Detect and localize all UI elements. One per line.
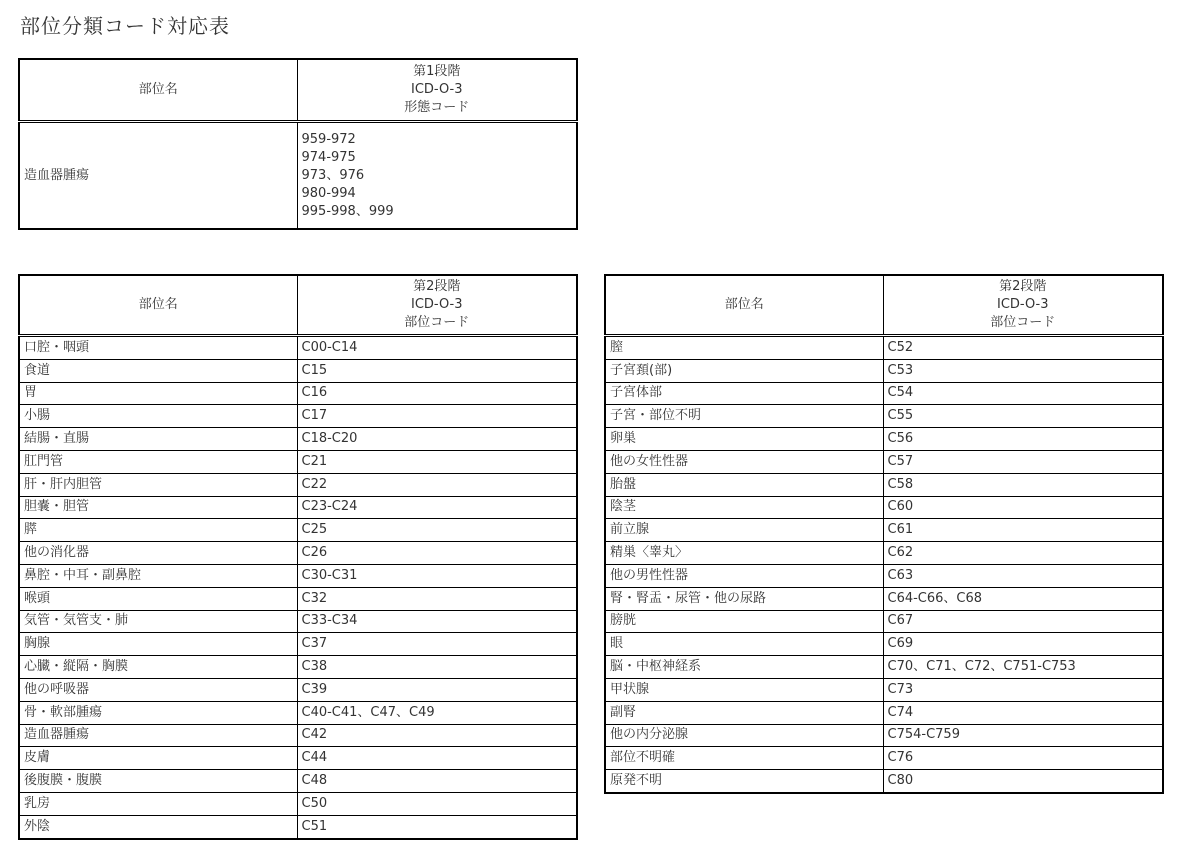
table-row — [19, 496, 577, 519]
site-name-cell: 子宮・部位不明 — [605, 405, 883, 428]
site-name-cell: 喉頭 — [19, 587, 297, 610]
table-row — [19, 542, 577, 565]
stage2-site-table-right — [604, 274, 1164, 794]
site-code-cell: C62 — [883, 542, 1163, 565]
site-code-cell: C73 — [883, 678, 1163, 701]
code-header-line: 第2段階 — [999, 279, 1047, 294]
table-row — [19, 656, 577, 679]
table-row — [19, 724, 577, 747]
site-code-cell: C26 — [297, 542, 577, 565]
site-name-cell: 食道 — [19, 359, 297, 382]
site-name-cell: 他の呼吸器 — [19, 678, 297, 701]
site-code-cell: C51 — [297, 815, 577, 838]
site-code-cell: C67 — [883, 610, 1163, 633]
table-row — [19, 770, 577, 793]
table-header-row — [19, 275, 577, 336]
site-name-cell: 膣 — [605, 336, 883, 360]
table-row — [19, 587, 577, 610]
site-name-header: 部位名 — [19, 275, 297, 336]
morphology-code: 959-972 — [301, 131, 356, 147]
site-name-cell: 眼 — [605, 633, 883, 656]
site-code-cell: C25 — [297, 519, 577, 542]
table-row — [19, 633, 577, 656]
code-header-line: 形態コード — [404, 100, 470, 115]
code-header-line: 第1段階 — [413, 64, 461, 79]
site-name-cell: 陰茎 — [605, 496, 883, 519]
site-code-cell: C18-C20 — [297, 428, 577, 451]
table-row — [19, 450, 577, 473]
morphology-code: 980-994 — [301, 185, 356, 201]
site-name-cell: 子宮頚(部) — [605, 359, 883, 382]
site-name-cell: 部位不明確 — [605, 747, 883, 770]
site-name-cell: 後腹膜・腹膜 — [19, 770, 297, 793]
site-name-cell: 子宮体部 — [605, 382, 883, 405]
site-name-cell: 胸腺 — [19, 633, 297, 656]
table-row — [605, 405, 1163, 428]
site-name-cell: 外陰 — [19, 815, 297, 838]
code-header — [883, 275, 1163, 336]
table-row — [19, 678, 577, 701]
site-name-cell: 他の男性性器 — [605, 564, 883, 587]
site-name-cell: 肛門管 — [19, 450, 297, 473]
code-header — [297, 59, 577, 122]
site-name-cell: 他の内分泌腺 — [605, 724, 883, 747]
site-code-cell: C76 — [883, 747, 1163, 770]
code-header-line: ICD-O-3 — [410, 82, 463, 97]
site-name-cell: 前立腺 — [605, 519, 883, 542]
site-name-cell: 原発不明 — [605, 770, 883, 793]
table-row — [19, 701, 577, 724]
site-name-cell: 小腸 — [19, 405, 297, 428]
morphology-code: 974-975 — [301, 149, 356, 165]
site-code-cell: C63 — [883, 564, 1163, 587]
site-name-cell: 乳房 — [19, 792, 297, 815]
site-name-cell: 心臓・縦隔・胸膜 — [19, 656, 297, 679]
site-code-cell: C21 — [297, 450, 577, 473]
site-code-cell: C39 — [297, 678, 577, 701]
site-name-cell: 甲状腺 — [605, 678, 883, 701]
site-code-cell: C53 — [883, 359, 1163, 382]
table-row — [19, 792, 577, 815]
code-header-line: 部位コード — [404, 315, 470, 330]
site-name-cell: 膀胱 — [605, 610, 883, 633]
site-code-cell: C40-C41、C47、C49 — [297, 701, 577, 724]
site-name-cell: 皮膚 — [19, 747, 297, 770]
code-header — [297, 275, 577, 336]
site-name-cell: 口腔・咽頭 — [19, 336, 297, 360]
morphology-code: 973、976 — [301, 167, 365, 183]
table-row — [605, 678, 1163, 701]
code-header-line: ICD-O-3 — [410, 297, 463, 312]
code-header-line: 部位コード — [990, 315, 1056, 330]
table-row — [19, 519, 577, 542]
site-code-cell: C64-C66、C68 — [883, 587, 1163, 610]
table-row — [605, 701, 1163, 724]
table-row — [605, 542, 1163, 565]
table-row — [19, 336, 577, 360]
table-row — [605, 633, 1163, 656]
table-row — [605, 496, 1163, 519]
site-code-cell: C37 — [297, 633, 577, 656]
site-code-cell: C74 — [883, 701, 1163, 724]
table-row — [19, 122, 577, 230]
site-code-cell: C38 — [297, 656, 577, 679]
site-name-cell: 脳・中枢神経系 — [605, 656, 883, 679]
site-code-cell: C22 — [297, 473, 577, 496]
site-name-cell: 他の女性性器 — [605, 450, 883, 473]
table-row — [19, 405, 577, 428]
site-name-cell: 副腎 — [605, 701, 883, 724]
site-code-cell: C48 — [297, 770, 577, 793]
table-row — [19, 382, 577, 405]
site-name-cell: 胃 — [19, 382, 297, 405]
table-row — [19, 815, 577, 838]
site-name-header: 部位名 — [19, 59, 297, 122]
site-code-cell: C16 — [297, 382, 577, 405]
morphology-code: 995-998、999 — [301, 203, 394, 219]
site-code-cell: C17 — [297, 405, 577, 428]
stage2-site-table-left — [18, 274, 578, 840]
table-row — [605, 770, 1163, 793]
table-row — [605, 359, 1163, 382]
table-row — [605, 587, 1163, 610]
table-row — [605, 747, 1163, 770]
site-name-cell: 精巣〈睾丸〉 — [605, 542, 883, 565]
table-row — [19, 428, 577, 451]
site-code-cell: C70、C71、C72、C751-C753 — [883, 656, 1163, 679]
site-code-cell: C56 — [883, 428, 1163, 451]
table-row — [605, 428, 1163, 451]
table-header-row — [605, 275, 1163, 336]
site-name-cell: 胎盤 — [605, 473, 883, 496]
site-name-cell: 骨・軟部腫瘍 — [19, 701, 297, 724]
site-code-cell: C55 — [883, 405, 1163, 428]
site-code-cell: C42 — [297, 724, 577, 747]
morphology-codes-cell — [297, 122, 577, 230]
site-code-cell: C32 — [297, 587, 577, 610]
site-name-cell: 腎・腎盂・尿管・他の尿路 — [605, 587, 883, 610]
site-name-cell: 膵 — [19, 519, 297, 542]
site-code-cell: C60 — [883, 496, 1163, 519]
table-header-row — [19, 59, 577, 122]
table-row — [605, 382, 1163, 405]
site-code-cell: C69 — [883, 633, 1163, 656]
page-title: 部位分類コード対応表 — [20, 14, 230, 38]
site-code-cell: C57 — [883, 450, 1163, 473]
site-code-cell: C52 — [883, 336, 1163, 360]
table-row — [605, 724, 1163, 747]
table-row — [605, 473, 1163, 496]
site-name-cell: 結腸・直腸 — [19, 428, 297, 451]
site-code-cell: C58 — [883, 473, 1163, 496]
site-code-cell: C50 — [297, 792, 577, 815]
site-code-cell: C754-C759 — [883, 724, 1163, 747]
table-row — [19, 610, 577, 633]
table-row — [19, 359, 577, 382]
site-name-cell: 鼻腔・中耳・副鼻腔 — [19, 564, 297, 587]
site-name-header: 部位名 — [605, 275, 883, 336]
site-name-cell: 肝・肝内胆管 — [19, 473, 297, 496]
site-code-cell: C30-C31 — [297, 564, 577, 587]
site-name-cell: 造血器腫瘍 — [19, 724, 297, 747]
site-code-cell: C54 — [883, 382, 1163, 405]
code-header-line: 第2段階 — [413, 279, 461, 294]
table-row — [605, 610, 1163, 633]
site-code-cell: C00-C14 — [297, 336, 577, 360]
table-row — [19, 564, 577, 587]
table-row — [19, 473, 577, 496]
table-row — [19, 747, 577, 770]
table-row — [605, 564, 1163, 587]
site-name-cell: 胆嚢・胆管 — [19, 496, 297, 519]
table-row — [605, 336, 1163, 360]
code-header-line: ICD-O-3 — [996, 297, 1049, 312]
table-row — [605, 450, 1163, 473]
site-name-cell: 他の消化器 — [19, 542, 297, 565]
site-code-cell: C80 — [883, 770, 1163, 793]
site-name-cell: 造血器腫瘍 — [19, 122, 297, 230]
site-code-cell: C44 — [297, 747, 577, 770]
stage1-morphology-table — [18, 58, 578, 230]
site-code-cell: C23-C24 — [297, 496, 577, 519]
site-name-cell: 気管・気管支・肺 — [19, 610, 297, 633]
site-name-cell: 卵巣 — [605, 428, 883, 451]
site-code-cell: C15 — [297, 359, 577, 382]
site-code-cell: C33-C34 — [297, 610, 577, 633]
table-row — [605, 656, 1163, 679]
table-row — [605, 519, 1163, 542]
site-code-cell: C61 — [883, 519, 1163, 542]
